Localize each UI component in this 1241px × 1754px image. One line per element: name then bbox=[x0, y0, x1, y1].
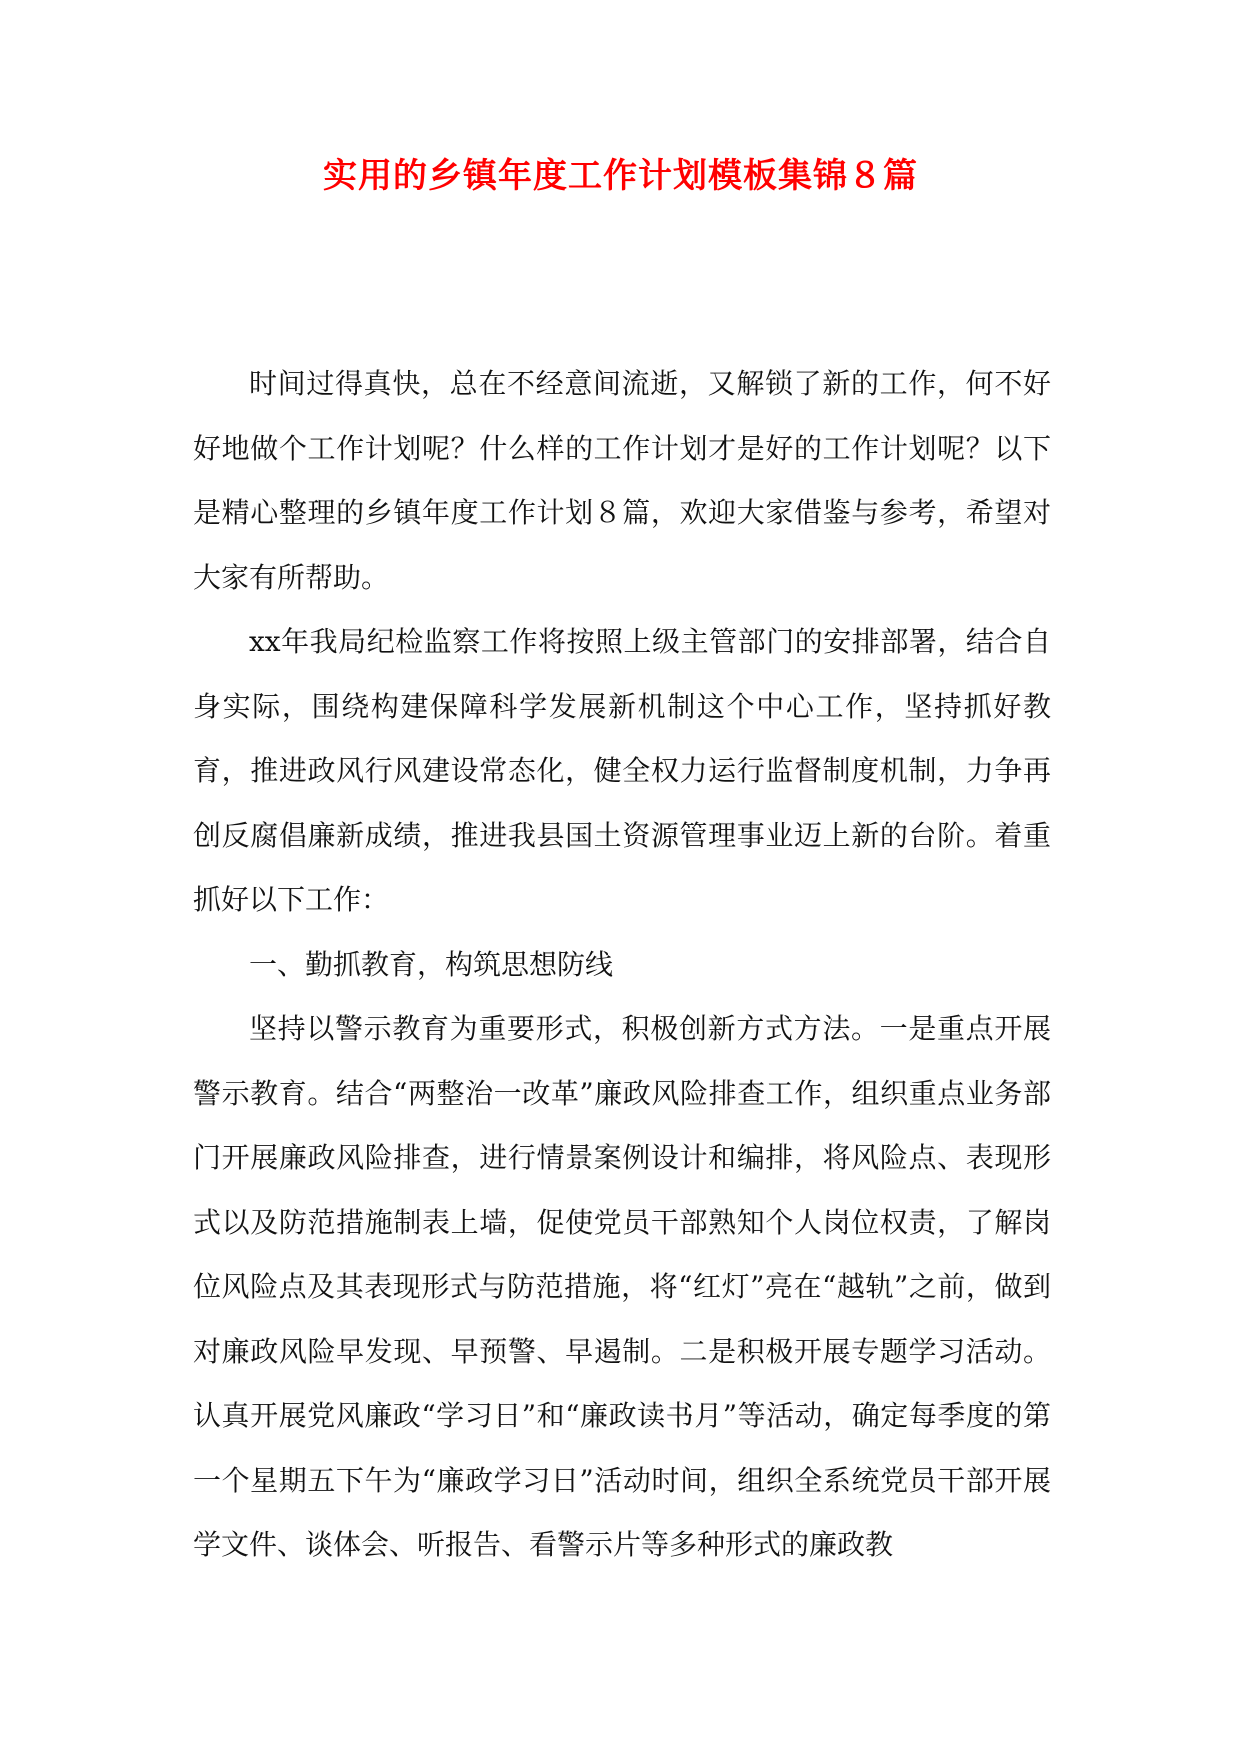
document-title: 实用的乡镇年度工作计划模板集锦８篇 bbox=[323, 156, 918, 196]
section-heading: 一、勤抓教育，构筑思想防线 bbox=[249, 947, 614, 981]
paragraph-intro: 时间过得真快，总在不经意间流逝，又解锁了新的工作，何不好好地做个工作计划呢？什么样的工作计划才是好的工作计划呢？以下是精心整理的乡镇年度工作计划８篇，欢迎大家借鉴与参考，希望对大家有所帮助。 bbox=[193, 367, 1051, 594]
paragraph-education: 坚持以警示教育为重要形式，积极创新方式方法。一是重点开展警示教育。结合“两整治一改革”廉政风险排查工作，组织重点业务部门开展廉政风险排查，进行情景案例设计和编排，将风险点、表现形式以及防范措施制表上墙，促使党员干部熟知个人岗位权责，了解岗位风险点及其表现形式与防范措施，将“红灯”亮在“越轨”之前，做到对廉政风险早发现、早预警、早遏制。二是积极开展专题学习活动。认真开展党风廉政“学习日”和“廉政读书月”等活动，确定每季度的第一个星期五下午为“廉政学习日”活动时间，组织全系统党员干部开展学文件、谈体会、听报告、看警示片等多种形式的廉政教 bbox=[193, 1012, 1051, 1561]
paragraph-overview: xx年我局纪检监察工作将按照上级主管部门的安排部署，结合自身实际，围绕构建保障科学发展新机制这个中心工作，坚持抓好教育，推进政风行风建设常态化，健全权力运行监督制度机制，力争再创反腐倡廉新成绩，推进我县国土资源管理事业迈上新的台阶。着重抓好以下工作： bbox=[193, 625, 1051, 916]
document-body bbox=[193, 352, 1051, 1578]
